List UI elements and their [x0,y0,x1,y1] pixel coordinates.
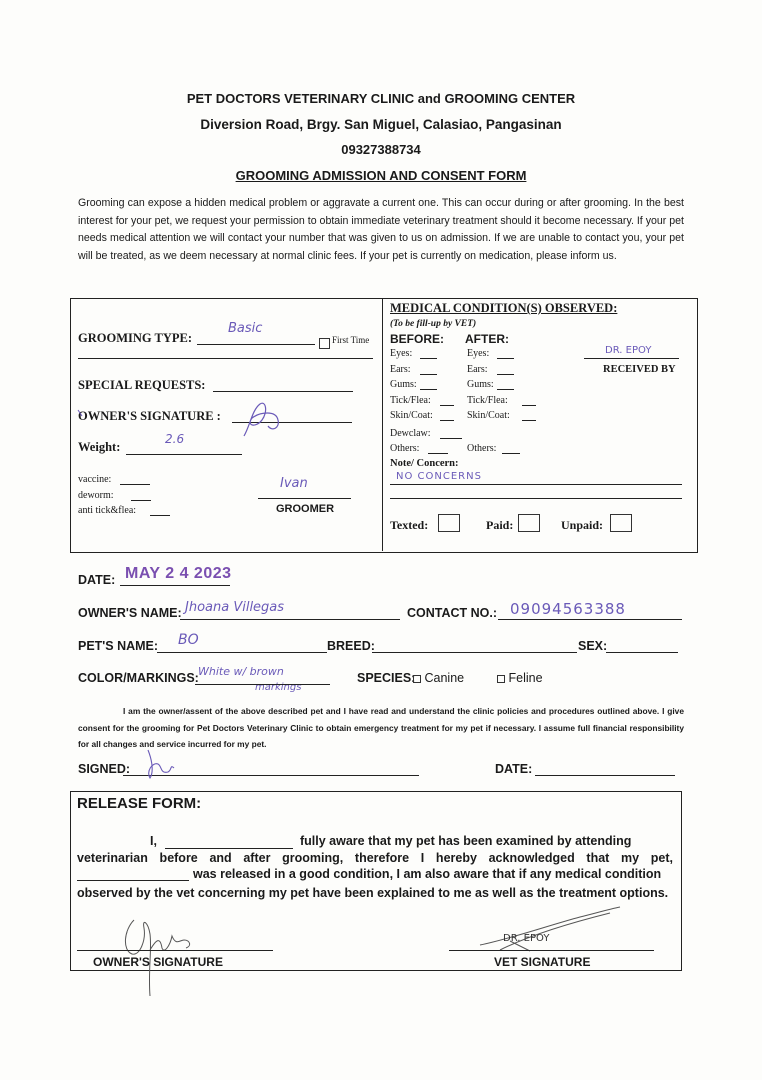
feline-label: Feline [508,671,543,685]
color-line [195,684,330,685]
medical-after-label: Ears: [467,364,488,375]
groomer-label: GROOMER [276,503,335,515]
medical-before-field[interactable] [440,420,454,421]
note-line2 [390,498,682,499]
signed-label: SIGNED: [78,762,131,776]
date-line [120,585,230,586]
weight-value[interactable]: 2.6 [165,432,185,446]
canine-checkbox[interactable] [413,675,421,683]
release-i: I, [150,834,157,848]
others-after-field[interactable] [502,453,520,454]
groomer-line [258,498,351,499]
medical-after-label: Gums: [467,379,494,390]
note-label: Note/ Concern: [390,458,459,469]
intro-paragraph: Grooming can expose a hidden medical problem or aggravate a current one. This can occur during or after grooming. In the best interest for your pet, we request your permission to obtain immediate veterinary treatment should it become necessary. If your pet needs medical attention we will contact your number that was given to us on admission. If we are unable to contact you, your pet will be treated, as we deem necessary at normal clinic fees. If your pet is currently on medication, please inform us. [78,197,684,262]
medical-after-field[interactable] [497,358,514,359]
grooming-type-value[interactable]: Basic [228,321,263,336]
release-pet-field[interactable] [77,880,189,881]
groomer-value[interactable]: Ivan [280,476,308,491]
canine-label: Canine [424,671,465,685]
pet-name-label: PET'S NAME: [78,639,159,653]
note-value[interactable]: NO CONCERNS [396,471,482,482]
owner-name-value[interactable]: Jhoana Villegas [185,600,285,615]
clinic-address: Diversion Road, Brgy. San Miguel, Calasiao, Pangasinan [200,117,562,132]
breed-label: BREED: [327,639,375,653]
sex-label: SEX: [578,639,608,653]
medical-after-field[interactable] [522,405,536,406]
color-label: COLOR/MARKINGS: [78,671,199,685]
medical-before-field[interactable] [420,374,437,375]
received-by-label: RECEIVED BY [603,364,676,375]
after-label: AFTER: [465,332,509,346]
contact-value[interactable]: 09094563388 [510,600,626,618]
dewclaw-field[interactable] [440,438,462,439]
species-label: SPECIES: [357,671,416,685]
medical-before-field[interactable] [420,389,437,390]
color-value-2: markings [255,682,302,693]
pet-name-value[interactable]: BO [178,632,199,648]
release-line1: fully aware that my pet has been examined by attending [300,834,632,848]
note-line1 [390,484,682,485]
vet-release-sig-line[interactable] [449,950,654,951]
grooming-type-label: GROOMING TYPE: [78,331,193,345]
release-line2: veterinarian before and after grooming, therefore I hereby acknowledged that my pet, [77,851,673,865]
release-name-field[interactable] [165,848,293,849]
medical-after-field[interactable] [522,420,536,421]
grooming-type-line2 [78,358,373,359]
release-line4: observed by the vet concerning my pet have been explained to me as well as the treatment options. [77,886,669,900]
vet-release-signature [470,905,630,960]
medical-before-label: Tick/Flea: [390,395,431,406]
texted-checkbox[interactable] [438,514,460,532]
owner-signature-label: OWNER'S SIGNATURE : [78,409,221,423]
clinic-name: PET DOCTORS VETERINARY CLINIC and GROOMING CENTER [186,91,576,106]
special-requests-label: SPECIAL REQUESTS: [78,378,206,392]
owner-release-sig-label: OWNER'S SIGNATURE [93,955,223,969]
owner-signature-scribble [232,398,302,440]
first-time-label: First Time [332,335,370,345]
medical-before-label: Gums: [390,379,417,390]
consent-paragraph: I am the owner/assent of the above described pet and I have read and understand the clinic policies and procedures outlined above. I give consent for the grooming for Pet Doctors Veterinary Clinic to obtain emergency treatment for my pet if necessary. I assume full financial responsibility for all changes and service incurred for my pet. [78,706,684,749]
date-stamp: MAY 2 4 2023 [125,565,232,582]
unpaid-checkbox[interactable] [610,514,632,532]
paid-label: Paid: [486,518,514,532]
canine-option[interactable] [413,671,464,685]
medical-after-field[interactable] [497,389,514,390]
owner-name-line [180,619,400,620]
release-line3: was released in a good condition, I am also aware that if any medical condition [193,867,662,881]
contact-line [498,619,682,620]
sex-field[interactable] [606,652,678,653]
medical-before-label: Eyes: [390,348,413,359]
received-by-value[interactable]: DR. EPOY [605,345,652,356]
grooming-type-line [197,344,315,345]
paid-checkbox[interactable] [518,514,540,532]
release-title: RELEASE FORM: [77,795,202,812]
first-time-checkbox[interactable] [319,335,330,353]
antitick-label: anti tick&flea: [78,505,137,516]
vaccine-field[interactable] [120,484,150,485]
others-before-label: Others: [390,443,420,454]
deworm-field[interactable] [131,500,151,501]
owner-name-label: OWNER'S NAME: [78,606,182,620]
medical-title: MEDICAL CONDITION(S) OBSERVED: [390,301,618,315]
clinic-phone: 09327388734 [341,142,421,157]
weight-line [126,454,242,455]
owner-release-sig-line[interactable] [77,950,273,951]
vaccine-label: vaccine: [78,474,112,485]
date2-label: DATE: [495,762,533,776]
breed-field[interactable] [372,652,577,653]
others-before-field[interactable] [428,453,448,454]
dewclaw-label: Dewclaw: [390,428,431,439]
unpaid-label: Unpaid: [561,518,604,532]
feline-option[interactable] [497,671,543,685]
medical-after-label: Tick/Flea: [467,395,508,406]
color-value[interactable]: White w/ brown [198,665,284,678]
date-label: DATE: [78,573,116,587]
weight-label: Weight: [78,440,121,454]
medical-before-label: Skin/Coat: [390,410,433,421]
received-by-line [584,358,679,359]
feline-checkbox[interactable] [497,675,505,683]
before-label: BEFORE: [390,332,444,346]
form-title: GROOMING ADMISSION AND CONSENT FORM [235,168,527,183]
vet-release-sig-value: DR. EPOY [503,933,550,944]
medical-after-field[interactable] [497,374,514,375]
box-divider [382,298,383,551]
medical-before-label: Ears: [390,364,411,375]
others-after-label: Others: [467,443,497,454]
medical-after-label: Eyes: [467,348,490,359]
date2-field[interactable] [535,775,675,776]
medical-after-label: Skin/Coat: [467,410,510,421]
pet-name-line [157,652,327,653]
medical-before-field[interactable] [420,358,437,359]
medical-before-field[interactable] [440,405,454,406]
medical-subtitle: (To be fill-up by VET) [390,319,477,329]
contact-label: CONTACT NO.: [407,606,498,620]
deworm-label: deworm: [78,490,114,501]
special-requests-field[interactable] [213,391,353,392]
antitick-field[interactable] [150,515,170,516]
texted-label: Texted: [390,518,429,532]
vet-release-sig-label: VET SIGNATURE [494,955,591,969]
signed-scribble [140,748,190,784]
